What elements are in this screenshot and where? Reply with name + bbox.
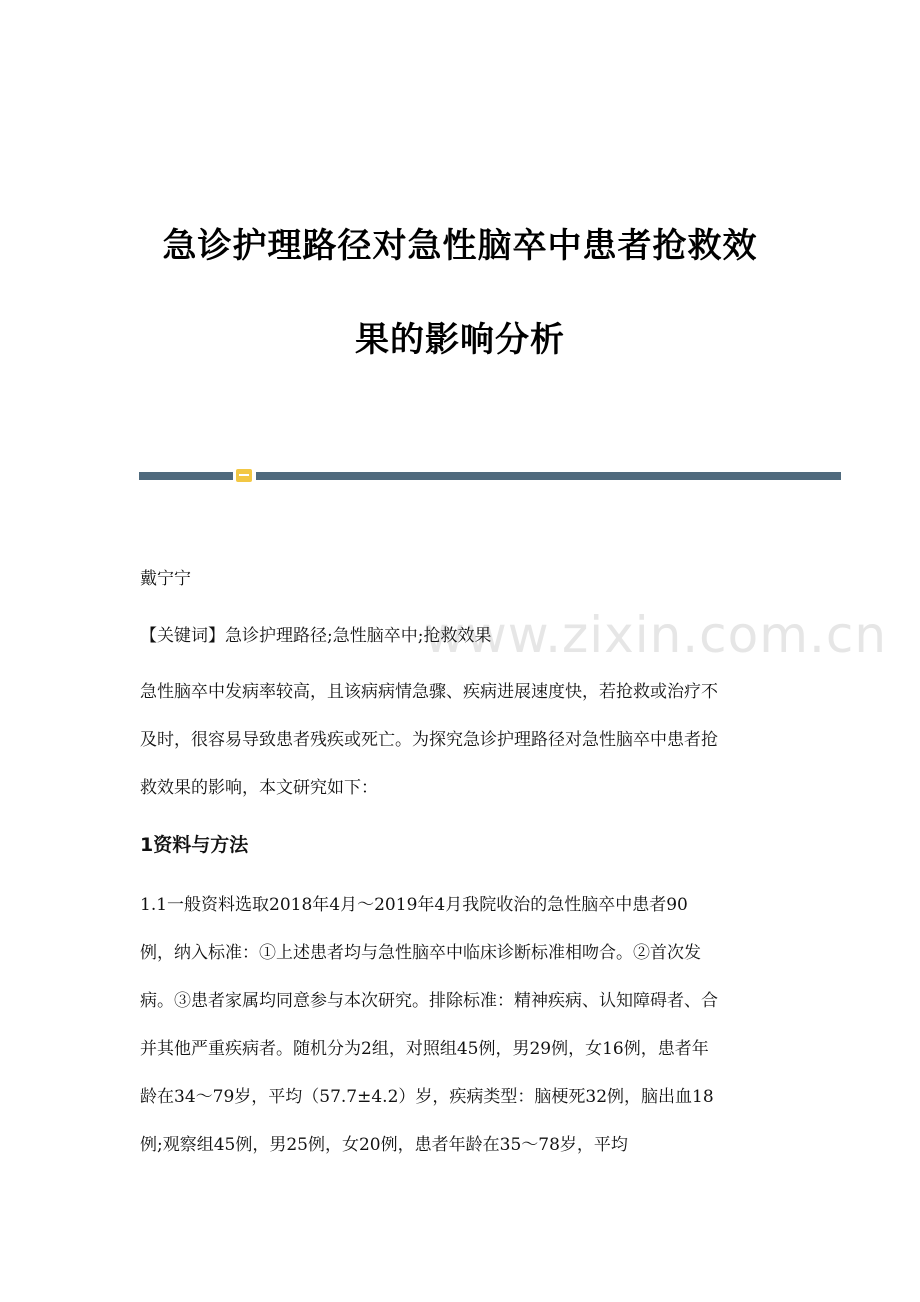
divider-bar-left (139, 472, 233, 480)
document-title-line-2: 果的影响分析 (355, 320, 565, 360)
intro-paragraph (140, 680, 790, 824)
body-line: 并其他严重疾病者。随机分为2组，对照组45例，男29例，女16例，患者年 (140, 1039, 709, 1059)
divider-badge-icon (236, 469, 252, 482)
watermark: www.zixin.com.cn (424, 606, 888, 664)
body-line: 病。③患者家属均同意参与本次研究。排除标准：精神疾病、认知障碍者、合 (140, 991, 718, 1011)
title-divider (139, 472, 841, 480)
author-name: 戴宁宁 (140, 569, 191, 589)
section-heading: 1资料与方法 (140, 834, 249, 856)
body-line: 例;观察组45例，男25例，女20例，患者年龄在35～78岁，平均 (140, 1135, 628, 1155)
body-line: 例，纳入标准：①上述患者均与急性脑卒中临床诊断标准相吻合。②首次发 (140, 943, 701, 963)
document-title-line-1: 急诊护理路径对急性脑卒中患者抢救效 (162, 226, 758, 266)
intro-line: 救效果的影响，本文研究如下： (140, 778, 378, 798)
intro-line: 急性脑卒中发病率较高，且该病病情急骤、疾病进展速度快，若抢救或治疗不 (140, 682, 718, 702)
body-line: 龄在34～79岁，平均（57.7±4.2）岁，疾病类型：脑梗死32例，脑出血18 (140, 1087, 714, 1107)
body-line: 1.1一般资料选取2018年4月～2019年4月我院收治的急性脑卒中患者90 (140, 895, 688, 915)
intro-line: 及时，很容易导致患者残疾或死亡。为探究急诊护理路径对急性脑卒中患者抢 (140, 730, 718, 750)
keywords-line: 【关键词】急诊护理路径;急性脑卒中;抢救效果 (140, 626, 492, 646)
section-body (140, 893, 790, 1181)
divider-bar-right (256, 472, 841, 480)
